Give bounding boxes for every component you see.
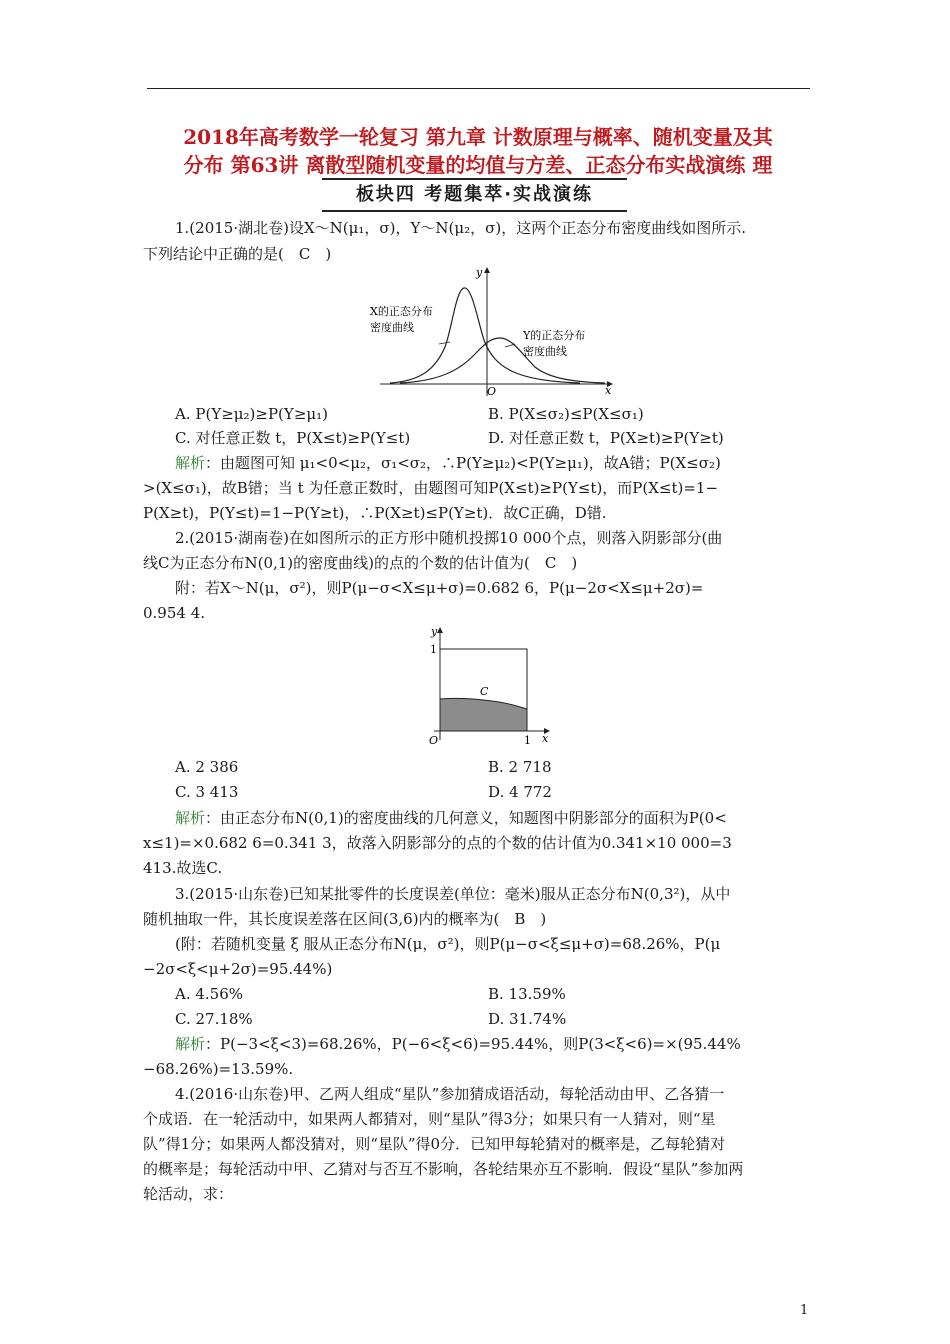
x-curve-label-1: X的正态分布 — [370, 305, 433, 318]
q2-origin-label: O — [429, 734, 439, 747]
section-banner: 板块四 考题集萃·实战演练 — [322, 178, 627, 212]
q2-x-axis-label: x — [542, 732, 549, 745]
q3-analysis-text-1: ：P(−3<ξ<3)=68.26%，P(−6<ξ<6)=95.44%，则P(3<ξ<6)=×(95.44% — [205, 1035, 741, 1053]
q1-analysis-line-2: >(X≤σ₁)，故B错；当 t 为任意正数时，由题图可知P(X≤t)≥P(Y≤t)，而P(X≤t)=1− — [143, 479, 719, 497]
y-density-curve — [400, 338, 605, 383]
q1-option-c: C. 对任意正数 t，P(X≤t)≥P(Y≤t) — [175, 429, 411, 447]
q3-option-a: A. 4.56% — [175, 985, 244, 1003]
q3-analysis-label: 解析 — [175, 1035, 206, 1053]
q1-stem-line-1: 1.(2015·湖北卷)设X～N(μ₁，σ)，Y～N(μ₂，σ)，这两个正态分布密度曲线如图所示. — [175, 219, 746, 237]
q2-analysis-text-1: ：由正态分布N(0,1)的密度曲线的几何意义，知题图中阴影部分的面积为P(0< — [205, 809, 727, 827]
q2-square-figure — [424, 624, 554, 748]
q2-curve-label: C — [480, 685, 489, 698]
q1-analysis-text-1: ：由题图可知 μ₁<0<μ₂，σ₁<σ₂，∴P(Y≥μ₂)<P(Y≥μ₁)，故A错；P(X≤σ₂) — [205, 454, 721, 472]
x-curve-leader — [439, 342, 450, 344]
q2-x-tick-1: 1 — [524, 734, 531, 747]
q3-analysis-line-2: −68.26%)=13.59%. — [143, 1060, 294, 1078]
y-curve-label-1: Y的正态分布 — [523, 329, 586, 342]
page-number: 1 — [800, 1303, 809, 1318]
q2-option-b: B. 2 718 — [488, 758, 552, 776]
q3-option-b: B. 13.59% — [488, 985, 566, 1003]
q1-stem-line-2: 下列结论中正确的是( C ) — [143, 245, 332, 263]
q3-option-c: C. 27.18% — [175, 1010, 253, 1028]
shaded-region — [440, 698, 527, 731]
q3-analysis-line-1 — [175, 1034, 741, 1054]
q2-stem-line-2: 线C为正态分布N(0,1)的密度曲线)的点的个数的估计值为( C ) — [143, 554, 578, 572]
y-curve-label-2: 密度曲线 — [523, 345, 567, 358]
q4-stem-line-4: 的概率是；每轮活动中甲、乙猜对与否互不影响，各轮结果亦互不影响．假设“星队”参加两 — [143, 1160, 744, 1178]
q2-y-axis-label: y — [431, 625, 438, 638]
q1-option-b: B. P(X≤σ₂)≤P(X≤σ₁) — [488, 405, 644, 423]
q1-option-a: A. P(Y≥μ₂)≥P(Y≥μ₁) — [175, 405, 328, 423]
q2-stem-line-4: 0.954 4. — [143, 604, 206, 622]
q4-stem-line-5: 轮活动，求： — [143, 1185, 234, 1203]
q4-stem-line-2: 个成语．在一轮活动中，如果两人都猜对，则“星队”得3分；如果只有一人猜对，则“星 — [143, 1110, 716, 1128]
q1-analysis-line-3: P(X≥t)，P(Y≤t)=1−P(Y≥t)，∴P(X≥t)≤P(Y≥t)．故C正确，D错. — [143, 504, 607, 522]
title-line-1: 2018年高考数学一轮复习 第九章 计数原理与概率、随机变量及其 — [183, 125, 773, 149]
q2-analysis-label: 解析 — [175, 809, 206, 827]
title-line-2: 分布 第63讲 离散型随机变量的均值与方差、正态分布实战演练 理 — [183, 153, 773, 177]
q1-analysis-label: 解析 — [175, 454, 206, 472]
q3-stem-line-4: −2σ<ξ<μ+2σ)=95.44%) — [143, 960, 333, 978]
q1-analysis-line-1 — [175, 453, 721, 473]
top-rule — [147, 88, 810, 89]
q2-stem-line-3: 附：若X～N(μ，σ²)，则P(μ−σ<X≤μ+σ)=0.682 6，P(μ−2σ<X≤μ+2σ)= — [175, 579, 704, 597]
q1-normal-curves-figure — [360, 262, 620, 400]
q3-stem-line-3: (附：若随机变量 ξ 服从正态分布N(μ，σ²)，则P(μ−σ<ξ≤μ+σ)=68.26%，P(μ — [175, 935, 721, 953]
q3-stem-line-1: 3.(2015·山东卷)已知某批零件的长度误差(单位：毫米)服从正态分布N(0,3²)，从中 — [175, 885, 731, 903]
q2-option-d: D. 4 772 — [488, 783, 552, 801]
q2-analysis-line-1 — [175, 808, 727, 828]
q2-analysis-line-3: 413.故选C. — [143, 859, 223, 877]
q2-option-c: C. 3 413 — [175, 783, 239, 801]
y-curve-leader — [505, 344, 515, 347]
q4-stem-line-3: 队”得1分；如果两人都没猜对，则“星队”得0分．已知甲每轮猜对的概率是，乙每轮猜对 — [143, 1135, 726, 1153]
q1-origin-label: O — [487, 385, 497, 398]
q1-option-d: D. 对任意正数 t，P(X≥t)≥P(Y≥t) — [488, 429, 724, 447]
q1-y-axis-label: y — [476, 266, 483, 279]
q1-x-axis-label: x — [605, 384, 612, 397]
q2-y-tick-1: 1 — [430, 643, 437, 656]
q2-option-a: A. 2 386 — [175, 758, 239, 776]
x-curve-label-2: 密度曲线 — [370, 321, 414, 334]
q3-option-d: D. 31.74% — [488, 1010, 567, 1028]
q4-stem-line-1: 4.(2016·山东卷)甲、乙两人组成“星队”参加猜成语活动，每轮活动由甲、乙各猜一 — [175, 1085, 725, 1103]
q2-analysis-line-2: x≤1)=×0.682 6=0.341 3，故落入阴影部分的点的个数的估计值为0.341×10 000=3 — [143, 834, 732, 852]
q3-stem-line-2: 随机抽取一件，其长度误差落在区间(3,6)内的概率为( B ) — [143, 910, 547, 928]
q2-stem-line-1: 2.(2015·湖南卷)在如图所示的正方形中随机投掷10 000个点，则落入阴影部分(曲 — [175, 529, 723, 547]
